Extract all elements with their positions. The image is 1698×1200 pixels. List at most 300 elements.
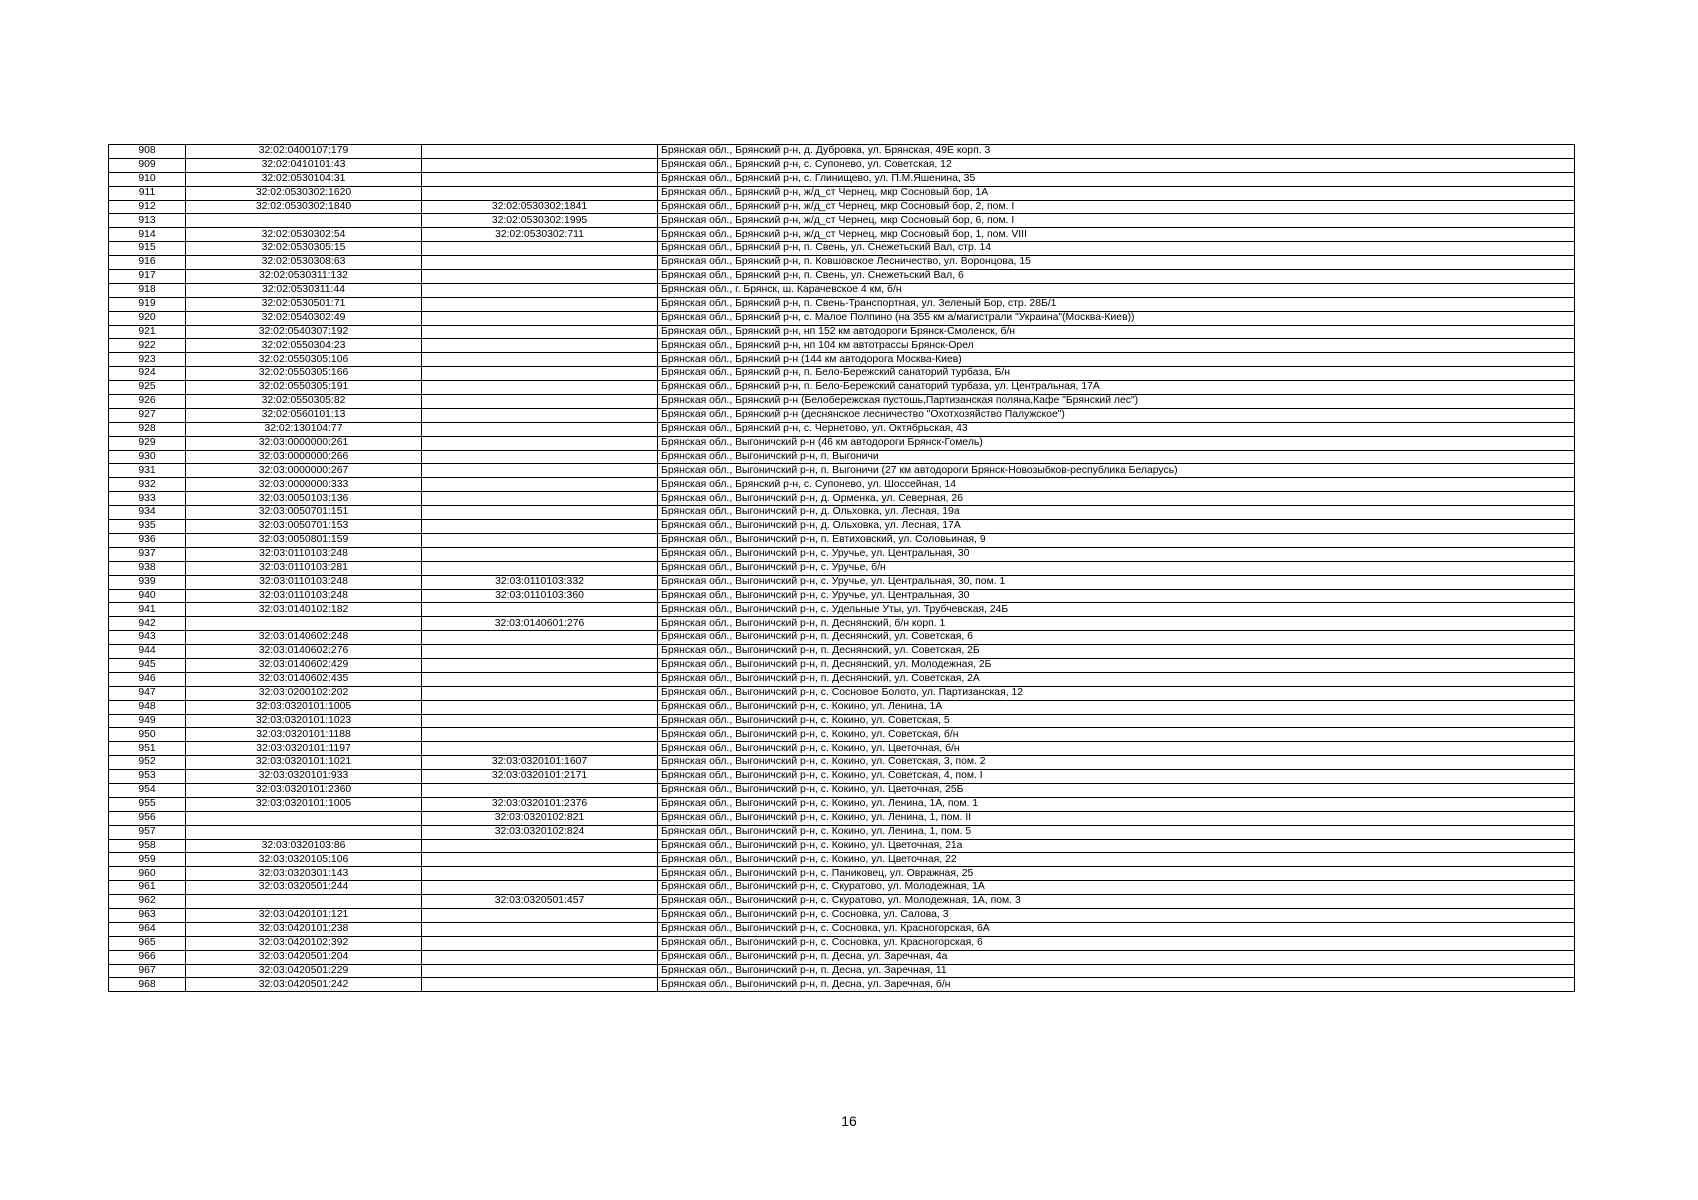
cadastral-number-cell: 32:02:0540307:192 — [186, 325, 422, 339]
row-number-cell: 912 — [109, 200, 186, 214]
row-number-cell: 908 — [109, 145, 186, 159]
table-row — [109, 853, 1575, 867]
related-cadastral-number-cell — [422, 381, 658, 395]
row-number-cell: 963 — [109, 908, 186, 922]
address-cell: Брянская обл., Выгоничский р-н, с. Кокино, ул. Советская, 3, пом. 2 — [658, 756, 1575, 770]
address-cell: Брянская обл., Выгоничский р-н, п. Десна, ул. Заречная, б/н — [658, 978, 1575, 992]
row-number-cell: 926 — [109, 395, 186, 409]
address-cell: Брянская обл., Выгоничский р-н, п. Десна, ул. Заречная, 4а — [658, 950, 1575, 964]
address-cell: Брянская обл., Выгоничский р-н, д. Ольховка, ул. Лесная, 17А — [658, 520, 1575, 534]
related-cadastral-number-cell — [422, 561, 658, 575]
row-number-cell: 919 — [109, 297, 186, 311]
related-cadastral-number-cell — [422, 964, 658, 978]
address-cell: Брянская обл., Брянский р-н, нп 152 км автодороги Брянск-Смоленск, б/н — [658, 325, 1575, 339]
table-row — [109, 172, 1575, 186]
address-cell: Брянская обл., Выгоничский р-н, с. Скуратово, ул. Молодежная, 1А — [658, 881, 1575, 895]
cadastral-number-cell: 32:03:0320101:1023 — [186, 714, 422, 728]
address-cell: Брянская обл., Брянский р-н, п. Свень, ул. Снежетьский Вал, стр. 14 — [658, 242, 1575, 256]
cadastral-number-cell: 32:03:0420102:392 — [186, 936, 422, 950]
cadastral-number-cell: 32:03:0110103:248 — [186, 589, 422, 603]
related-cadastral-number-cell — [422, 311, 658, 325]
row-number-cell: 927 — [109, 408, 186, 422]
row-number-cell: 938 — [109, 561, 186, 575]
cadastral-number-cell: 32:03:0320101:1005 — [186, 797, 422, 811]
cadastral-number-cell: 32:03:0000000:261 — [186, 436, 422, 450]
address-cell: Брянская обл., Брянский р-н, д. Дубровка, ул. Брянская, 49Е корп. 3 — [658, 145, 1575, 159]
cadastral-number-cell: 32:02:0550305:191 — [186, 381, 422, 395]
address-cell: Брянская обл., Брянский р-н, п. Свень-Транспортная, ул. Зеленый Бор, стр. 28Б/1 — [658, 297, 1575, 311]
related-cadastral-number-cell — [422, 922, 658, 936]
related-cadastral-number-cell — [422, 478, 658, 492]
table-row — [109, 658, 1575, 672]
table-row — [109, 589, 1575, 603]
cadastral-number-cell: 32:02:130104:77 — [186, 422, 422, 436]
related-cadastral-number-cell — [422, 672, 658, 686]
cadastral-number-cell: 32:03:0420501:204 — [186, 950, 422, 964]
cadastral-number-cell: 32:03:0320101:1005 — [186, 700, 422, 714]
table-row — [109, 783, 1575, 797]
table-row — [109, 964, 1575, 978]
address-cell: Брянская обл., Выгоничский р-н, с. Уручье, ул. Центральная, 30 — [658, 589, 1575, 603]
related-cadastral-number-cell — [422, 978, 658, 992]
address-cell: Брянская обл., Выгоничский р-н, с. Паниковец, ул. Овражная, 25 — [658, 867, 1575, 881]
related-cadastral-number-cell — [422, 408, 658, 422]
cadastral-number-cell — [186, 214, 422, 228]
row-number-cell: 910 — [109, 172, 186, 186]
cadastral-number-cell: 32:03:0000000:333 — [186, 478, 422, 492]
table-row — [109, 214, 1575, 228]
cadastral-number-cell: 32:02:0530302:1840 — [186, 200, 422, 214]
address-cell: Брянская обл., Брянский р-н, п. Бело-Бережский санаторий турбаза, ул. Центральная, 17А — [658, 381, 1575, 395]
address-cell: Брянская обл., Выгоничский р-н, с. Уручье, ул. Центральная, 30 — [658, 547, 1575, 561]
related-cadastral-number-cell: 32:03:0320101:2171 — [422, 770, 658, 784]
related-cadastral-number-cell — [422, 867, 658, 881]
related-cadastral-number-cell — [422, 686, 658, 700]
table-row — [109, 867, 1575, 881]
table-row — [109, 936, 1575, 950]
table-row — [109, 395, 1575, 409]
row-number-cell: 968 — [109, 978, 186, 992]
address-cell: Брянская обл., Выгоничский р-н, с. Кокино, ул. Цветочная, 25Б — [658, 783, 1575, 797]
cadastral-number-cell: 32:03:0420101:238 — [186, 922, 422, 936]
table-row — [109, 950, 1575, 964]
related-cadastral-number-cell — [422, 145, 658, 159]
row-number-cell: 921 — [109, 325, 186, 339]
row-number-cell: 916 — [109, 256, 186, 270]
address-cell: Брянская обл., Брянский р-н, с. Чернетово, ул. Октябрьская, 43 — [658, 422, 1575, 436]
table-row — [109, 978, 1575, 992]
table-row — [109, 145, 1575, 159]
property-registry-table — [108, 144, 1575, 992]
address-cell: Брянская обл., Выгоничский р-н, п. Выгоничи — [658, 450, 1575, 464]
related-cadastral-number-cell — [422, 506, 658, 520]
table-row — [109, 186, 1575, 200]
row-number-cell: 909 — [109, 158, 186, 172]
cadastral-number-cell: 32:03:0320101:1021 — [186, 756, 422, 770]
row-number-cell: 958 — [109, 839, 186, 853]
row-number-cell: 964 — [109, 922, 186, 936]
address-cell: Брянская обл., Брянский р-н (144 км автодорога Москва-Киев) — [658, 353, 1575, 367]
cadastral-number-cell: 32:02:0530302:1620 — [186, 186, 422, 200]
row-number-cell: 918 — [109, 283, 186, 297]
table-row — [109, 325, 1575, 339]
related-cadastral-number-cell — [422, 728, 658, 742]
related-cadastral-number-cell — [422, 936, 658, 950]
related-cadastral-number-cell: 32:03:0140601:276 — [422, 617, 658, 631]
row-number-cell: 939 — [109, 575, 186, 589]
address-cell: Брянская обл., Брянский р-н, п. Бело-Бережский санаторий турбаза, Б/н — [658, 367, 1575, 381]
address-cell: Брянская обл., Брянский р-н, п. Свень, ул. Снежетьский Вал, 6 — [658, 270, 1575, 284]
table-row — [109, 839, 1575, 853]
table-row — [109, 242, 1575, 256]
table-row — [109, 895, 1575, 909]
row-number-cell: 914 — [109, 228, 186, 242]
row-number-cell: 950 — [109, 728, 186, 742]
table-row — [109, 575, 1575, 589]
cadastral-number-cell: 32:02:0530311:44 — [186, 283, 422, 297]
row-number-cell: 954 — [109, 783, 186, 797]
cadastral-number-cell: 32:02:0530308:63 — [186, 256, 422, 270]
related-cadastral-number-cell — [422, 242, 658, 256]
table-row — [109, 158, 1575, 172]
address-cell: Брянская обл., Брянский р-н, с. Глинищево, ул. П.М.Яшенина, 35 — [658, 172, 1575, 186]
table-row — [109, 547, 1575, 561]
cadastral-number-cell: 32:02:0530311:132 — [186, 270, 422, 284]
table-row — [109, 464, 1575, 478]
related-cadastral-number-cell — [422, 881, 658, 895]
cadastral-number-cell: 32:03:0140602:435 — [186, 672, 422, 686]
table-row — [109, 617, 1575, 631]
cadastral-number-cell: 32:03:0320101:2360 — [186, 783, 422, 797]
related-cadastral-number-cell — [422, 950, 658, 964]
table-row — [109, 645, 1575, 659]
row-number-cell: 928 — [109, 422, 186, 436]
table-row — [109, 533, 1575, 547]
table-row — [109, 825, 1575, 839]
cadastral-number-cell: 32:02:0550305:82 — [186, 395, 422, 409]
table-row — [109, 339, 1575, 353]
row-number-cell: 940 — [109, 589, 186, 603]
related-cadastral-number-cell — [422, 492, 658, 506]
row-number-cell: 920 — [109, 311, 186, 325]
cadastral-number-cell: 32:03:0050801:159 — [186, 533, 422, 547]
table-row — [109, 436, 1575, 450]
address-cell: Брянская обл., Брянский р-н, ж/д_ст Чернец, мкр Сосновый бор, 6, пом. I — [658, 214, 1575, 228]
related-cadastral-number-cell: 32:02:0530302:1841 — [422, 200, 658, 214]
table-row — [109, 686, 1575, 700]
row-number-cell: 933 — [109, 492, 186, 506]
table-row — [109, 797, 1575, 811]
cadastral-number-cell: 32:03:0140602:248 — [186, 631, 422, 645]
cadastral-number-cell: 32:03:0110103:281 — [186, 561, 422, 575]
table-row — [109, 506, 1575, 520]
table-row — [109, 631, 1575, 645]
row-number-cell: 943 — [109, 631, 186, 645]
address-cell: Брянская обл., Выгоничский р-н, с. Кокино, ул. Цветочная, б/н — [658, 742, 1575, 756]
related-cadastral-number-cell — [422, 339, 658, 353]
related-cadastral-number-cell — [422, 658, 658, 672]
table-row — [109, 478, 1575, 492]
related-cadastral-number-cell — [422, 283, 658, 297]
cadastral-number-cell: 32:02:0530501:71 — [186, 297, 422, 311]
address-cell: Брянская обл., Выгоничский р-н, с. Кокино, ул. Ленина, 1, пом. 5 — [658, 825, 1575, 839]
row-number-cell: 944 — [109, 645, 186, 659]
row-number-cell: 966 — [109, 950, 186, 964]
cadastral-number-cell: 32:03:0320103:86 — [186, 839, 422, 853]
row-number-cell: 924 — [109, 367, 186, 381]
related-cadastral-number-cell — [422, 853, 658, 867]
table-row — [109, 283, 1575, 297]
related-cadastral-number-cell — [422, 297, 658, 311]
row-number-cell: 965 — [109, 936, 186, 950]
table-row — [109, 408, 1575, 422]
related-cadastral-number-cell — [422, 742, 658, 756]
table-row — [109, 450, 1575, 464]
address-cell: Брянская обл., Брянский р-н, с. Малое Полпино (на 355 км а/магистрали "Украина"(Москва-Киев)) — [658, 311, 1575, 325]
related-cadastral-number-cell: 32:03:0110103:360 — [422, 589, 658, 603]
table-row — [109, 714, 1575, 728]
address-cell: Брянская обл., Выгоничский р-н, с. Уручье, ул. Центральная, 30, пом. 1 — [658, 575, 1575, 589]
cadastral-number-cell: 32:03:0050701:151 — [186, 506, 422, 520]
row-number-cell: 948 — [109, 700, 186, 714]
cadastral-number-cell: 32:02:0530302:54 — [186, 228, 422, 242]
cadastral-number-cell: 32:03:0050701:153 — [186, 520, 422, 534]
address-cell: Брянская обл., Выгоничский р-н, д. Ольховка, ул. Лесная, 19а — [658, 506, 1575, 520]
cadastral-number-cell: 32:03:0000000:266 — [186, 450, 422, 464]
row-number-cell: 935 — [109, 520, 186, 534]
row-number-cell: 937 — [109, 547, 186, 561]
related-cadastral-number-cell — [422, 367, 658, 381]
address-cell: Брянская обл., Выгоничский р-н, с. Кокино, ул. Ленина, 1, пом. II — [658, 811, 1575, 825]
related-cadastral-number-cell — [422, 631, 658, 645]
address-cell: Брянская обл., Выгоничский р-н, с. Сосновка, ул. Красногорская, 6 — [658, 936, 1575, 950]
table-row — [109, 422, 1575, 436]
row-number-cell: 961 — [109, 881, 186, 895]
related-cadastral-number-cell: 32:03:0320501:457 — [422, 895, 658, 909]
address-cell: Брянская обл., Выгоничский р-н, п. Десна, ул. Заречная, 11 — [658, 964, 1575, 978]
table-row — [109, 756, 1575, 770]
table-row — [109, 492, 1575, 506]
related-cadastral-number-cell — [422, 256, 658, 270]
row-number-cell: 951 — [109, 742, 186, 756]
related-cadastral-number-cell — [422, 783, 658, 797]
row-number-cell: 925 — [109, 381, 186, 395]
row-number-cell: 932 — [109, 478, 186, 492]
row-number-cell: 930 — [109, 450, 186, 464]
related-cadastral-number-cell — [422, 186, 658, 200]
cadastral-number-cell — [186, 825, 422, 839]
table-row — [109, 367, 1575, 381]
cadastral-number-cell: 32:02:0540302:49 — [186, 311, 422, 325]
cadastral-number-cell: 32:03:0320101:1188 — [186, 728, 422, 742]
address-cell: Брянская обл., Выгоничский р-н, с. Удельные Уты, ул. Трубчевская, 24Б — [658, 603, 1575, 617]
related-cadastral-number-cell — [422, 700, 658, 714]
row-number-cell: 929 — [109, 436, 186, 450]
cadastral-number-cell: 32:02:0530305:15 — [186, 242, 422, 256]
address-cell: Брянская обл., Выгоничский р-н, с. Кокино, ул. Цветочная, 22 — [658, 853, 1575, 867]
cadastral-number-cell: 32:02:0410101:43 — [186, 158, 422, 172]
cadastral-number-cell: 32:02:0560101:13 — [186, 408, 422, 422]
related-cadastral-number-cell — [422, 603, 658, 617]
cadastral-number-cell — [186, 811, 422, 825]
cadastral-number-cell: 32:03:0320101:933 — [186, 770, 422, 784]
row-number-cell: 952 — [109, 756, 186, 770]
table-row — [109, 200, 1575, 214]
row-number-cell: 960 — [109, 867, 186, 881]
address-cell: Брянская обл., Выгоничский р-н, с. Кокино, ул. Цветочная, 21а — [658, 839, 1575, 853]
related-cadastral-number-cell — [422, 714, 658, 728]
row-number-cell: 953 — [109, 770, 186, 784]
address-cell: Брянская обл., Брянский р-н, ж/д_ст Чернец, мкр Сосновый бор, 2, пом. I — [658, 200, 1575, 214]
address-cell: Брянская обл., Брянский р-н, с. Супонево, ул. Советская, 12 — [658, 158, 1575, 172]
cadastral-number-cell: 32:03:0140602:276 — [186, 645, 422, 659]
row-number-cell: 955 — [109, 797, 186, 811]
table-row — [109, 770, 1575, 784]
row-number-cell: 947 — [109, 686, 186, 700]
cadastral-number-cell: 32:03:0050103:136 — [186, 492, 422, 506]
related-cadastral-number-cell — [422, 172, 658, 186]
address-cell: Брянская обл., Выгоничский р-н, п. Деснянский, ул. Молодежная, 2Б — [658, 658, 1575, 672]
address-cell: Брянская обл., Выгоничский р-н, п. Деснянский, ул. Советская, 2А — [658, 672, 1575, 686]
related-cadastral-number-cell — [422, 450, 658, 464]
address-cell: Брянская обл., Брянский р-н, п. Ковшовское Лесничество, ул. Воронцова, 15 — [658, 256, 1575, 270]
address-cell: Брянская обл., Выгоничский р-н, с. Кокино, ул. Ленина, 1А — [658, 700, 1575, 714]
table-row — [109, 256, 1575, 270]
table-row — [109, 297, 1575, 311]
address-cell: Брянская обл., Выгоничский р-н, с. Кокино, ул. Советская, 5 — [658, 714, 1575, 728]
address-cell: Брянская обл., Выгоничский р-н, с. Скуратово, ул. Молодежная, 1А, пом. 3 — [658, 895, 1575, 909]
row-number-cell: 962 — [109, 895, 186, 909]
address-cell: Брянская обл., Выгоничский р-н, п. Деснянский, ул. Советская, 6 — [658, 631, 1575, 645]
address-cell: Брянская обл., Выгоничский р-н, д. Орменка, ул. Северная, 26 — [658, 492, 1575, 506]
related-cadastral-number-cell — [422, 436, 658, 450]
row-number-cell: 917 — [109, 270, 186, 284]
address-cell: Брянская обл., Брянский р-н (Белобережская пустошь,Партизанская поляна,Кафе "Брянский лес") — [658, 395, 1575, 409]
cadastral-number-cell: 32:02:0400107:179 — [186, 145, 422, 159]
related-cadastral-number-cell: 32:03:0320102:824 — [422, 825, 658, 839]
related-cadastral-number-cell — [422, 395, 658, 409]
table-row — [109, 353, 1575, 367]
address-cell: Брянская обл., Выгоничский р-н, с. Сосновка, ул. Салова, 3 — [658, 908, 1575, 922]
row-number-cell: 936 — [109, 533, 186, 547]
address-cell: Брянская обл., Выгоничский р-н, с. Кокино, ул. Советская, б/н — [658, 728, 1575, 742]
table-row — [109, 811, 1575, 825]
address-cell: Брянская обл., Выгоничский р-н, с. Сосновое Болото, ул. Партизанская, 12 — [658, 686, 1575, 700]
cadastral-number-cell: 32:03:0000000:267 — [186, 464, 422, 478]
related-cadastral-number-cell — [422, 645, 658, 659]
row-number-cell: 922 — [109, 339, 186, 353]
row-number-cell: 931 — [109, 464, 186, 478]
table-row — [109, 700, 1575, 714]
related-cadastral-number-cell: 32:02:0530302:1995 — [422, 214, 658, 228]
cadastral-number-cell: 32:02:0550305:106 — [186, 353, 422, 367]
row-number-cell: 957 — [109, 825, 186, 839]
related-cadastral-number-cell: 32:03:0320102:821 — [422, 811, 658, 825]
address-cell: Брянская обл., Выгоничский р-н (46 км автодороги Брянск-Гомель) — [658, 436, 1575, 450]
address-cell: Брянская обл., Выгоничский р-н, п. Выгоничи (27 км автодороги Брянск-Новозыбков-республика Беларусь) — [658, 464, 1575, 478]
address-cell: Брянская обл., Брянский р-н, нп 104 км автотрассы Брянск-Орел — [658, 339, 1575, 353]
cadastral-number-cell — [186, 617, 422, 631]
row-number-cell: 945 — [109, 658, 186, 672]
cadastral-number-cell: 32:03:0320101:1197 — [186, 742, 422, 756]
related-cadastral-number-cell — [422, 422, 658, 436]
related-cadastral-number-cell — [422, 270, 658, 284]
cadastral-number-cell: 32:03:0420501:242 — [186, 978, 422, 992]
address-cell: Брянская обл., Выгоничский р-н, п. Деснянский, б/н корп. 1 — [658, 617, 1575, 631]
related-cadastral-number-cell — [422, 547, 658, 561]
table-row — [109, 561, 1575, 575]
row-number-cell: 941 — [109, 603, 186, 617]
table-row — [109, 728, 1575, 742]
row-number-cell: 911 — [109, 186, 186, 200]
cadastral-number-cell — [186, 895, 422, 909]
related-cadastral-number-cell — [422, 464, 658, 478]
cadastral-number-cell: 32:02:0530104:31 — [186, 172, 422, 186]
related-cadastral-number-cell — [422, 533, 658, 547]
address-cell: Брянская обл., Выгоничский р-н, п. Деснянский, ул. Советская, 2Б — [658, 645, 1575, 659]
table-row — [109, 603, 1575, 617]
address-cell: Брянская обл., Брянский р-н (деснянское лесничество "Охотхозяйство Палужское") — [658, 408, 1575, 422]
page-number: 16 — [841, 1113, 857, 1129]
cadastral-number-cell: 32:03:0320105:106 — [186, 853, 422, 867]
related-cadastral-number-cell — [422, 839, 658, 853]
address-cell: Брянская обл., Выгоничский р-н, с. Кокино, ул. Ленина, 1А, пом. 1 — [658, 797, 1575, 811]
table-row — [109, 908, 1575, 922]
related-cadastral-number-cell: 32:03:0110103:332 — [422, 575, 658, 589]
address-cell: Брянская обл., г. Брянск, ш. Карачевское 4 км, б/н — [658, 283, 1575, 297]
address-cell: Брянская обл., Брянский р-н, ж/д_ст Чернец, мкр Сосновый бор, 1А — [658, 186, 1575, 200]
address-cell: Брянская обл., Выгоничский р-н, с. Сосновка, ул. Красногорская, 6А — [658, 922, 1575, 936]
table-row — [109, 228, 1575, 242]
row-number-cell: 967 — [109, 964, 186, 978]
cadastral-number-cell: 32:03:0140602:429 — [186, 658, 422, 672]
cadastral-number-cell: 32:02:0550305:166 — [186, 367, 422, 381]
table-row — [109, 742, 1575, 756]
related-cadastral-number-cell — [422, 520, 658, 534]
row-number-cell: 915 — [109, 242, 186, 256]
table-row — [109, 520, 1575, 534]
related-cadastral-number-cell — [422, 325, 658, 339]
cadastral-number-cell: 32:03:0110103:248 — [186, 575, 422, 589]
related-cadastral-number-cell — [422, 158, 658, 172]
table-row — [109, 881, 1575, 895]
cadastral-number-cell: 32:03:0420101:121 — [186, 908, 422, 922]
address-cell: Брянская обл., Брянский р-н, ж/д_ст Чернец, мкр Сосновый бор, 1, пом. VIII — [658, 228, 1575, 242]
address-cell: Брянская обл., Выгоничский р-н, с. Кокино, ул. Советская, 4, пом. I — [658, 770, 1575, 784]
address-cell: Брянская обл., Выгоничский р-н, с. Уручье, б/н — [658, 561, 1575, 575]
row-number-cell: 913 — [109, 214, 186, 228]
cadastral-number-cell: 32:03:0140102:182 — [186, 603, 422, 617]
cadastral-number-cell: 32:02:0550304:23 — [186, 339, 422, 353]
row-number-cell: 949 — [109, 714, 186, 728]
row-number-cell: 942 — [109, 617, 186, 631]
related-cadastral-number-cell: 32:03:0320101:1607 — [422, 756, 658, 770]
cadastral-number-cell: 32:03:0420501:229 — [186, 964, 422, 978]
table-row — [109, 381, 1575, 395]
row-number-cell: 923 — [109, 353, 186, 367]
related-cadastral-number-cell — [422, 908, 658, 922]
related-cadastral-number-cell: 32:03:0320101:2376 — [422, 797, 658, 811]
cadastral-number-cell: 32:03:0320501:244 — [186, 881, 422, 895]
related-cadastral-number-cell: 32:02:0530302:711 — [422, 228, 658, 242]
related-cadastral-number-cell — [422, 353, 658, 367]
cadastral-number-cell: 32:03:0320301:143 — [186, 867, 422, 881]
cadastral-number-cell: 32:03:0200102:202 — [186, 686, 422, 700]
table-row — [109, 672, 1575, 686]
table-row — [109, 270, 1575, 284]
address-cell: Брянская обл., Брянский р-н, с. Супонево, ул. Шоссейная, 14 — [658, 478, 1575, 492]
row-number-cell: 959 — [109, 853, 186, 867]
